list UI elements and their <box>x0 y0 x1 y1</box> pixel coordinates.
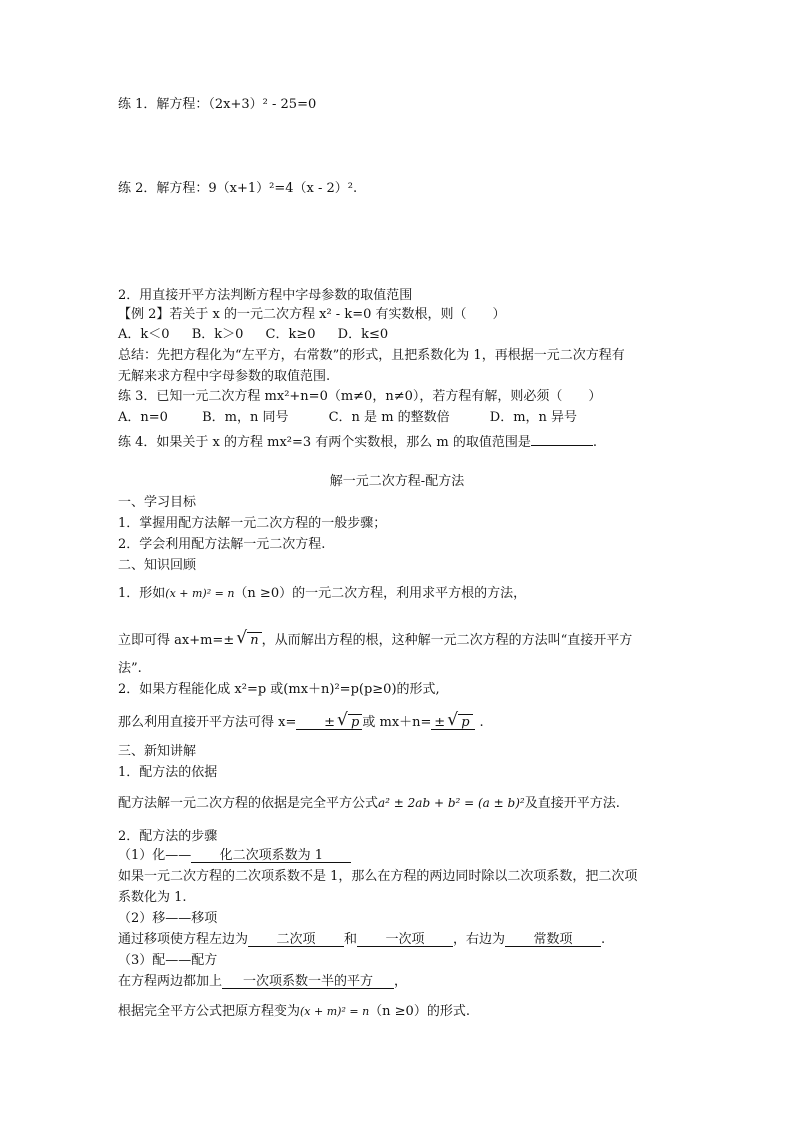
step-2-t3: ，右边为 <box>453 932 506 947</box>
exercise-3: 练 3．已知一元二次方程 mx²+n=0（m≠0，n≠0），若方程有解，则必须（ ） <box>118 389 602 404</box>
formula-square-form: (x + m)² = n <box>165 587 235 600</box>
review-1-suffix: 的一元二次方程，利用求平方根的方法， <box>292 586 527 601</box>
review-2-result: 那么利用直接开平方法可得 x= ± √ p 或 mx＋n= ± √ p . <box>118 710 484 730</box>
option-c: C．k≥0 <box>265 327 316 342</box>
new-2: 2．配方法的步骤 <box>118 829 218 844</box>
review-1-prefix: 1．形如 <box>118 586 166 601</box>
heading-review: 二、知识回顾 <box>118 558 197 573</box>
formula-perfect-square: a² ± 2ab + b² = (a ± b)² <box>378 796 525 810</box>
review-1-cont <box>118 628 633 650</box>
exercise-4 <box>118 430 597 452</box>
new-1-suffix: 及直接开平方法. <box>524 796 620 811</box>
final-prefix: 根据完全平方公式把原方程变为 <box>118 1004 301 1019</box>
plus-minus: ± <box>324 715 336 730</box>
new-1: 1．配方法的依据 <box>118 765 218 780</box>
step-2-t4: . <box>601 932 606 947</box>
exercise-1: 练 1．解方程：（2x+3）² - 25=0 <box>118 97 317 112</box>
answer-blank-mxn[interactable] <box>431 710 475 730</box>
exercise-4-end: . <box>592 435 598 450</box>
step-1 <box>118 847 351 865</box>
radical-icon: √ <box>447 710 459 730</box>
step-2-t1: 通过移项使方程左边为 <box>118 932 249 947</box>
review-1-text-2: ，从而解出方程的根，这种解一元二次方程的方法叫“直接开平方 <box>261 633 633 648</box>
step-2-t2: 和 <box>344 932 358 947</box>
step-2-blank-3[interactable]: 常数项 <box>505 931 601 947</box>
step-1-label: （1）化—— <box>118 848 192 863</box>
answer-blank[interactable] <box>531 430 593 446</box>
new-1-text <box>118 794 620 813</box>
formula-condition: （n ≥0） <box>369 1004 427 1019</box>
step-3-text <box>118 973 407 991</box>
exercise-4-text: 练 4．如果关于 x 的方程 mx²=3 有两个实数根，那么 m 的取值范围是 <box>118 435 531 450</box>
option-b: B．k＞0 <box>191 327 244 342</box>
step-2: （2）移——移项 <box>118 911 218 926</box>
option-c: C．n 是 m 的整数倍 <box>328 410 450 425</box>
summary-line-1: 总结：先把方程化为“左平方，右常数”的形式，且把系数化为 1，再根据一元二次方程有 <box>118 348 625 363</box>
step-2-blank-2[interactable]: 一次项 <box>357 931 453 947</box>
option-a: A．n=0 <box>118 410 168 425</box>
step-1-text-1: 如果一元二次方程的二次项系数不是 1，那么在方程的两边同时除以二次项系数，把二次项 <box>118 869 638 884</box>
option-d: D．k≤0 <box>337 327 389 342</box>
option-a: A．k＜0 <box>118 327 170 342</box>
exercise-2: 练 2．解方程：9（x+1）²=4（x - 2）². <box>118 181 358 196</box>
step-1-text-2: 系数化为 1. <box>118 890 187 905</box>
sqrt-p <box>447 710 472 732</box>
option-d: D．m，n 异号 <box>489 410 578 425</box>
section-2-title: 2．用直接开平方法判断方程中字母参数的取值范围 <box>118 288 413 303</box>
review-1-end: 法”. <box>118 661 142 676</box>
formula-square-form: (x + m)² = n <box>300 1005 370 1018</box>
summary-line-2: 无解来求方程中字母参数的取值范围. <box>118 369 331 384</box>
example-2-options <box>118 326 388 344</box>
final-form <box>118 1003 470 1021</box>
review-1-text: 立即可得 ax+m=± <box>118 633 235 648</box>
radical-icon: √ <box>337 710 348 730</box>
radical-icon: √ <box>236 628 248 648</box>
step-3: （3）配——配方 <box>118 953 218 968</box>
step-2-blank-1[interactable]: 二次项 <box>248 931 344 947</box>
goal-1: 1．掌握用配方法解一元二次方程的一般步骤； <box>118 516 387 531</box>
step-3-blank[interactable]: 一次项系数一半的平方 <box>222 973 394 989</box>
formula-condition: （n ≥0） <box>234 586 293 601</box>
review-2: 2．如果方程能化成 x²=p 或(mx＋n)²=p(p≥0)的形式, <box>118 682 440 697</box>
step-1-blank[interactable]: 化二次项系数为 1 <box>191 847 351 863</box>
sqrt-body: p <box>458 714 472 730</box>
sqrt-body: n <box>247 632 261 648</box>
step-3-t2: ， <box>394 974 408 989</box>
heading-goals: 一、学习目标 <box>118 495 197 510</box>
step-3-t1: 在方程两边都加上 <box>118 974 223 989</box>
step-2-text <box>118 931 605 949</box>
page-title: 解一元二次方程-配方法 <box>329 474 465 489</box>
goal-2: 2．学会利用配方法解一元二次方程. <box>118 537 326 552</box>
sqrt-n <box>236 628 261 650</box>
final-suffix: 的形式. <box>426 1004 470 1019</box>
new-1-prefix: 配方法解一元二次方程的依据是完全平方公式 <box>118 796 379 811</box>
answer-blank-x[interactable] <box>296 710 362 730</box>
plus-minus: ± <box>434 715 446 730</box>
review-1 <box>118 585 526 603</box>
exercise-3-options <box>118 409 577 427</box>
option-b: B．m，n 同号 <box>202 410 289 425</box>
example-2: 【例 2】若关于 x 的一元二次方程 x² - k=0 有实数根，则（ ） <box>118 307 506 322</box>
sqrt-body: p <box>348 714 362 730</box>
review-2-text-2: 或 mx＋n= <box>362 715 432 730</box>
sqrt-p <box>337 710 362 732</box>
review-2-text: 那么利用直接开平方法可得 x= <box>118 715 297 730</box>
heading-new: 三、新知讲解 <box>118 744 197 759</box>
